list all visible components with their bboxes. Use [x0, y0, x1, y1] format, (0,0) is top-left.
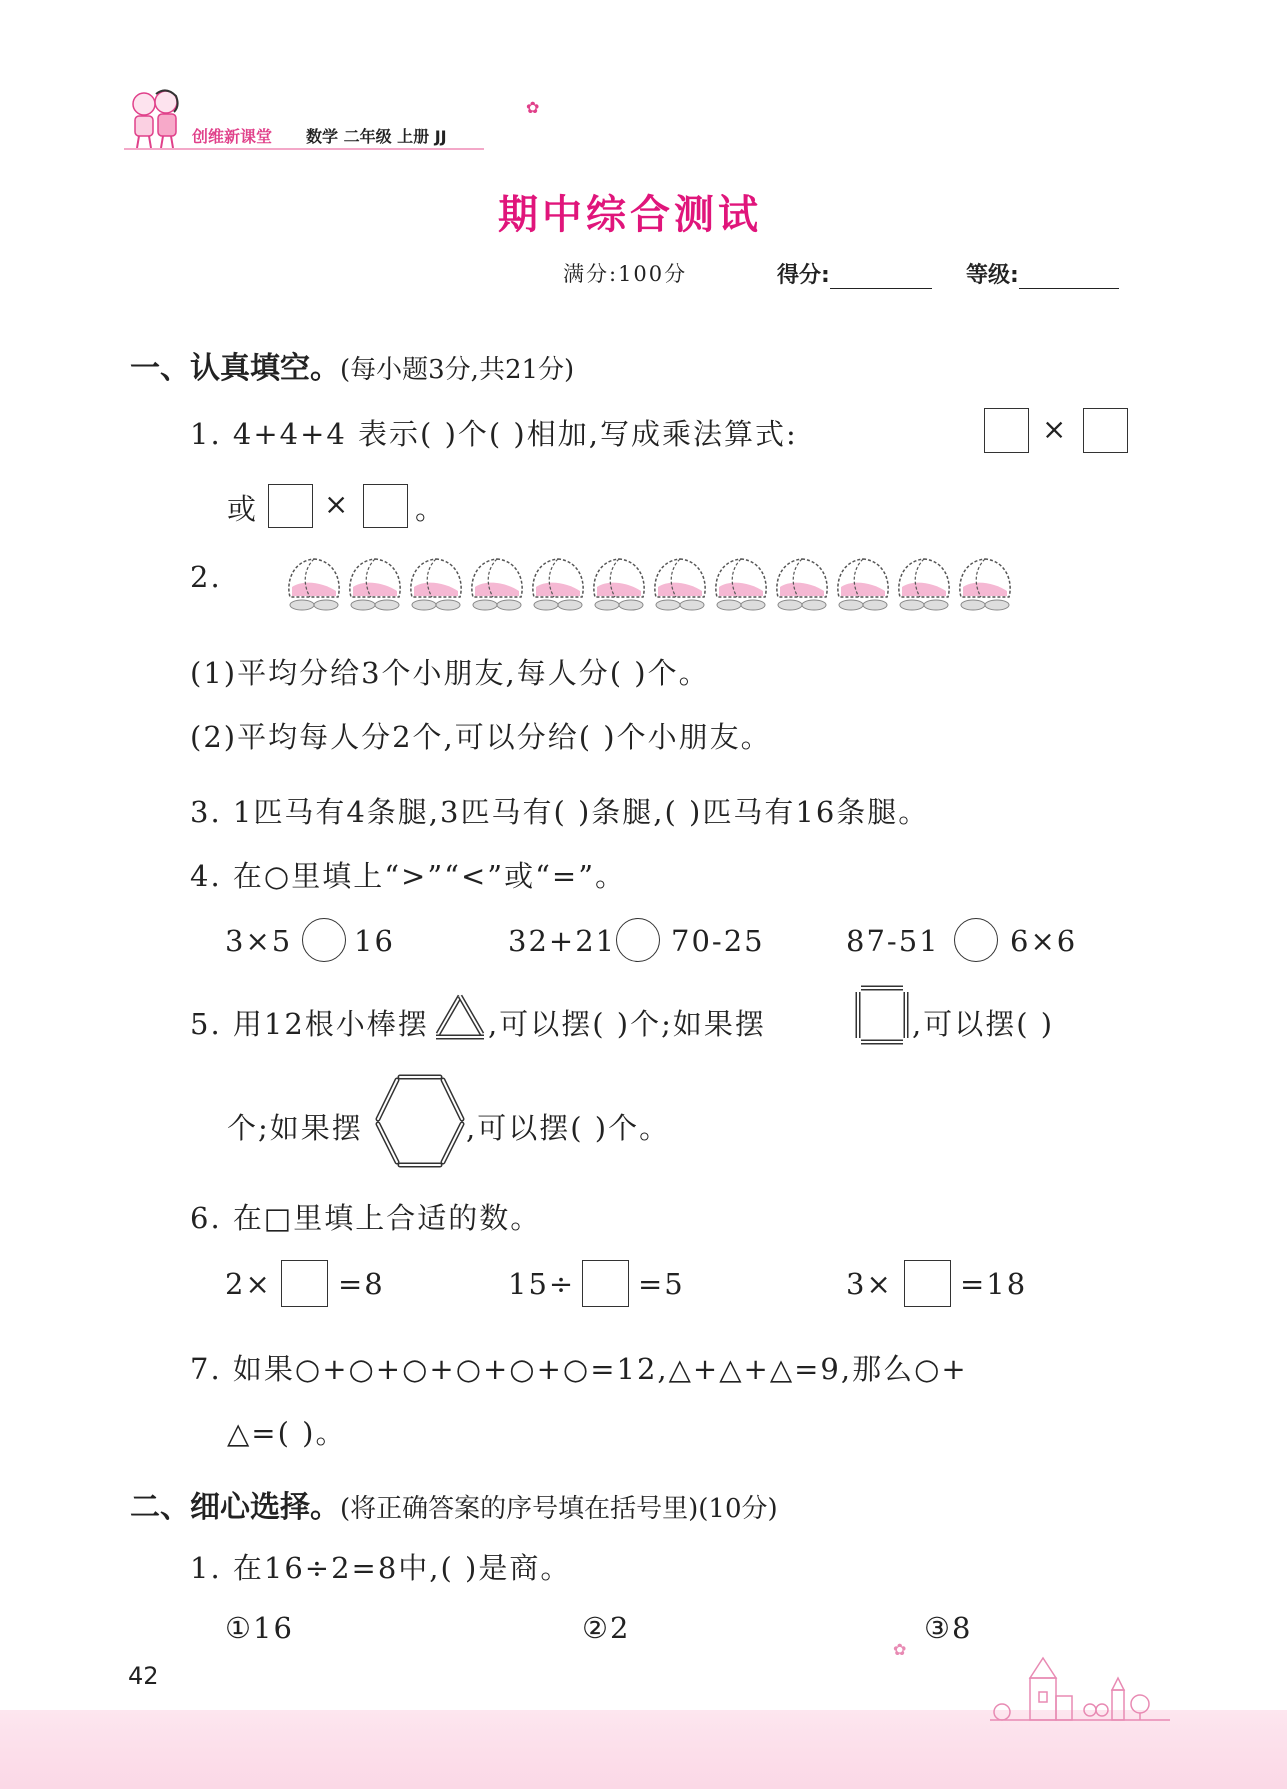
castle-illustration [990, 1652, 1170, 1728]
q4-item2-left: 32+21 [508, 924, 617, 958]
section1-note: (每小题3分,共21分) [340, 355, 575, 385]
grade-label: 等级: [966, 263, 1019, 288]
section1-heading-row [130, 343, 574, 387]
q4-text: 4. 在○里填上“>”“<”或“=”。 [190, 859, 627, 893]
q6-text: 6. 在□里填上合适的数。 [190, 1201, 542, 1235]
q2-number: 2. [190, 560, 222, 594]
q3-text: 3. 1匹马有4条腿,3匹马有( )条腿,( )匹马有16条腿。 [190, 795, 930, 829]
q4-item1-left: 3×5 [225, 924, 293, 958]
section2-heading: 二、细心选择。 [130, 1490, 340, 1525]
page-number: 42 [128, 1662, 159, 1690]
q1-answer-box-4[interactable] [363, 484, 408, 528]
q6-item2-right: =5 [638, 1267, 685, 1301]
q1-times-2: × [324, 487, 351, 521]
q4-compare-circle-2[interactable] [616, 918, 660, 962]
q6-answer-box-1[interactable] [281, 1260, 328, 1307]
q5-line2b: ,可以摆( )个。 [466, 1111, 671, 1145]
q4-item3-left: 87-51 [846, 924, 940, 958]
peach-icon [960, 559, 1010, 610]
grade-field [966, 258, 1119, 289]
peach-icon [838, 559, 888, 610]
butterfly-icon: ✿ [526, 98, 540, 117]
s2-q1-text: 1. 在16÷2=8中,( )是商。 [190, 1551, 572, 1585]
peach-icon [594, 559, 644, 610]
full-marks: 满分:100分 [563, 262, 688, 286]
sparkle-icon: ✿ [893, 1640, 907, 1659]
q6-item3-right: =18 [960, 1267, 1028, 1301]
peach-icon [350, 559, 400, 610]
peach-icon [655, 559, 705, 610]
q7-line2: △=( )。 [227, 1416, 347, 1450]
square-sticks-icon [853, 984, 911, 1050]
peach-icon [899, 559, 949, 610]
score-label: 得分: [777, 263, 830, 288]
q4-item1-right: 16 [354, 924, 395, 958]
peach-icon [411, 559, 461, 610]
peach-icon [472, 559, 522, 610]
q4-compare-circle-1[interactable] [302, 918, 346, 962]
q1-text: 1. 4+4+4 表示( )个( )相加,写成乘法算式: [190, 417, 798, 451]
s2-q1-option-1[interactable]: ①16 [225, 1611, 294, 1645]
q7-line1: 7. 如果○+○+○+○+○+○=12,△+△+△=9,那么○+ [190, 1352, 968, 1386]
q6-item2-left: 15÷ [508, 1267, 576, 1301]
q4-compare-circle-3[interactable] [954, 918, 998, 962]
grade-blank[interactable] [1019, 266, 1119, 289]
peach-row [284, 553, 1014, 627]
peach-icon [533, 559, 583, 610]
q4-item2-right: 70-25 [671, 924, 765, 958]
hexagon-sticks-icon [374, 1072, 466, 1174]
q2-sub2: (2)平均每人分2个,可以分给( )个小朋友。 [190, 720, 772, 754]
header-brand: 创维新课堂 [192, 127, 273, 146]
score-field [777, 258, 932, 289]
section1-heading: 一、认真填空。 [130, 351, 340, 386]
s2-q1-option-2[interactable]: ②2 [582, 1611, 631, 1645]
header-mascot [124, 86, 188, 156]
q5-part1: 5. 用12根小棒摆 [190, 1007, 429, 1041]
q5-part2: ,可以摆( )个;如果摆 [488, 1007, 766, 1041]
q1-answer-box-3[interactable] [268, 484, 313, 528]
q1-answer-box-2[interactable] [1083, 408, 1128, 453]
q6-item1-left: 2× [225, 1267, 272, 1301]
q6-answer-box-2[interactable] [582, 1260, 629, 1307]
peach-icon [777, 559, 827, 610]
q1-answer-box-1[interactable] [984, 408, 1029, 453]
header-underline [124, 148, 484, 150]
peach-icon [716, 559, 766, 610]
triangle-sticks-icon [432, 990, 488, 1046]
q1-or: 或 [227, 492, 259, 526]
q2-sub1: (1)平均分给3个小朋友,每人分( )个。 [190, 656, 710, 690]
q6-item3-left: 3× [846, 1267, 893, 1301]
section2-heading-row [130, 1482, 778, 1526]
q1-period: 。 [415, 492, 447, 526]
header-subject: 数学 二年级 上册 JJ [306, 127, 447, 146]
score-blank[interactable] [830, 266, 932, 289]
section2-note: (将正确答案的序号填在括号里)(10分) [340, 1494, 778, 1524]
q1-times-1: × [1042, 412, 1069, 446]
q5-part3: ,可以摆( ) [912, 1007, 1055, 1041]
s2-q1-option-3[interactable]: ③8 [924, 1611, 973, 1645]
q4-item3-right: 6×6 [1010, 924, 1078, 958]
q6-answer-box-3[interactable] [904, 1260, 951, 1307]
page-title: 期中综合测试 [498, 192, 762, 238]
peach-icon [289, 559, 339, 610]
q5-line2a: 个;如果摆 [227, 1111, 363, 1145]
q6-item1-right: =8 [338, 1267, 385, 1301]
